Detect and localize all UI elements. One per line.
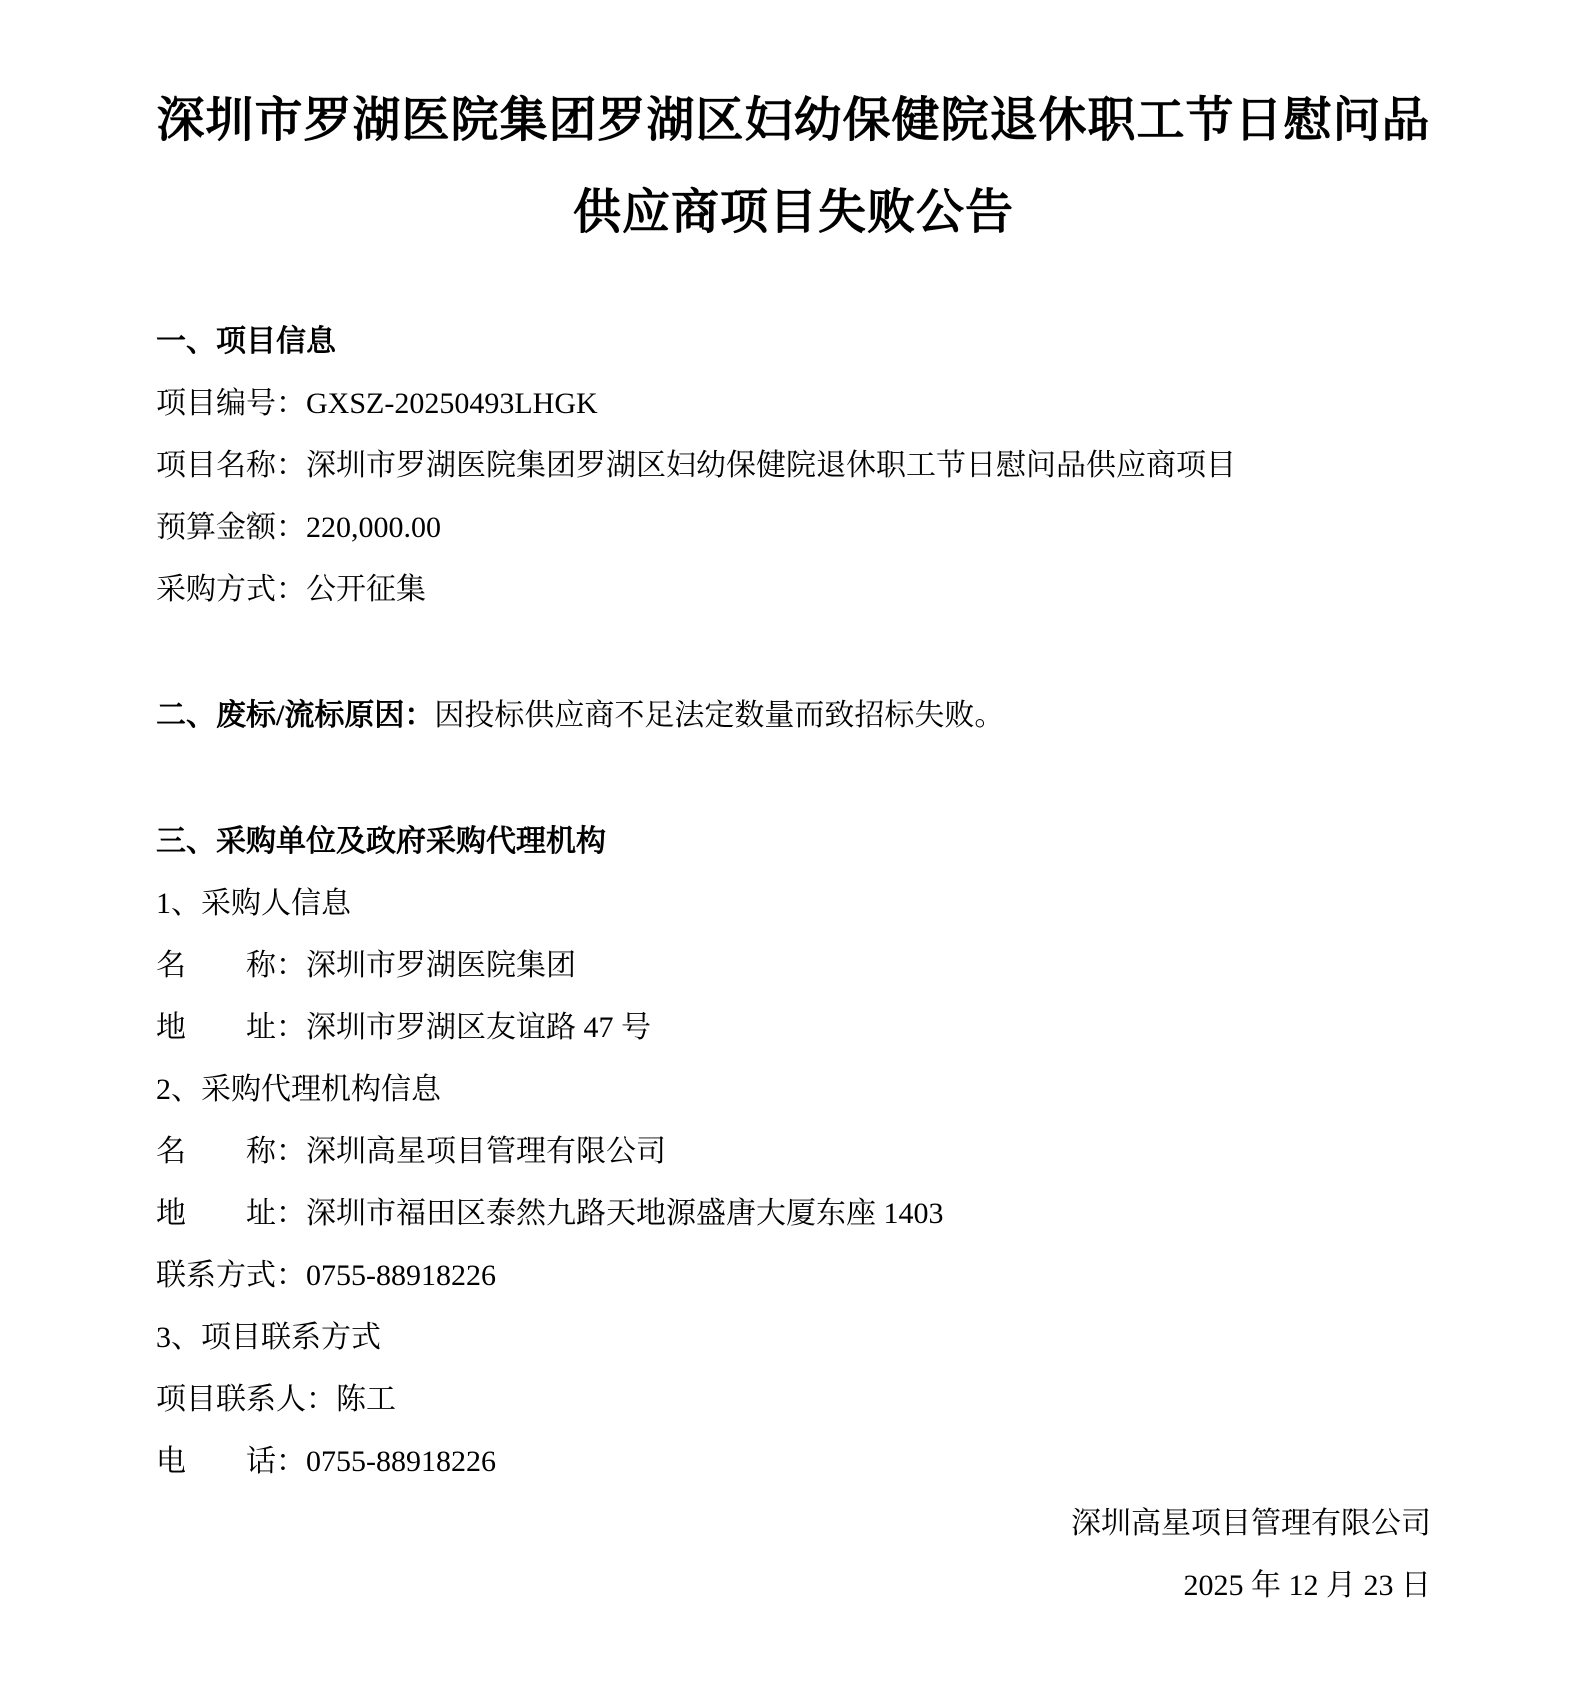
project-name-label: 项目名称： <box>156 449 306 482</box>
contact-phone-label: 电 话： <box>156 1445 306 1478</box>
procurement-method-label: 采购方式： <box>156 573 306 606</box>
contact-phone-value: 0755-88918226 <box>306 1445 496 1478</box>
budget-label: 预算金额： <box>156 511 306 544</box>
signature-date: 2025 年 12 月 23 日 <box>1183 1569 1431 1602</box>
agency-address-line <box>156 1183 1431 1245</box>
agency-subheading: 2、采购代理机构信息 <box>156 1073 441 1106</box>
purchaser-name-value: 深圳市罗湖医院集团 <box>306 949 576 982</box>
project-contact-subheading: 3、项目联系方式 <box>156 1321 381 1354</box>
contact-person-label: 项目联系人： <box>156 1383 336 1416</box>
project-name-line <box>156 435 1431 497</box>
section-failure-reason-line <box>156 685 1431 747</box>
agency-name-label: 名 称： <box>156 1135 306 1168</box>
agency-contact-label: 联系方式： <box>156 1259 306 1292</box>
agency-name-line <box>156 1121 1431 1183</box>
contact-person-value: 陈工 <box>336 1383 396 1416</box>
purchaser-name-label: 名 称： <box>156 949 306 982</box>
signature-company: 深圳高星项目管理有限公司 <box>1071 1507 1431 1540</box>
agency-name-value: 深圳高星项目管理有限公司 <box>306 1135 666 1168</box>
purchaser-subheading: 1、采购人信息 <box>156 887 351 920</box>
agency-contact-value: 0755-88918226 <box>306 1259 496 1292</box>
project-number-line <box>156 373 1431 435</box>
purchaser-address-line <box>156 997 1431 1059</box>
document-title <box>156 75 1431 259</box>
project-number-value: GXSZ-20250493LHGK <box>306 387 598 420</box>
contact-phone-line <box>156 1431 1431 1493</box>
agency-contact-line <box>156 1245 1431 1307</box>
purchaser-name-line <box>156 935 1431 997</box>
budget-value: 220,000.00 <box>306 511 441 544</box>
procurement-method-value: 公开征集 <box>306 573 426 606</box>
budget-line <box>156 497 1431 559</box>
section-heading-parties: 三、采购单位及政府采购代理机构 <box>156 825 606 858</box>
project-number-label: 项目编号： <box>156 387 306 420</box>
purchaser-address-label: 地 址： <box>156 1011 306 1044</box>
contact-person-line <box>156 1369 1431 1431</box>
document-title-line1: 深圳市罗湖医院集团罗湖区妇幼保健院退休职工节日慰问品 <box>156 94 1431 147</box>
document-title-line2: 供应商项目失败公告 <box>572 186 1014 239</box>
agency-address-value: 深圳市福田区泰然九路天地源盛唐大厦东座 1403 <box>306 1197 944 1230</box>
section-heading-project-info: 一、项目信息 <box>156 325 336 358</box>
failure-reason-value: 因投标供应商不足法定数量而致招标失败。 <box>434 699 1005 732</box>
project-name-value: 深圳市罗湖医院集团罗湖区妇幼保健院退休职工节日慰问品供应商项目 <box>306 449 1236 482</box>
agency-address-label: 地 址： <box>156 1197 306 1230</box>
procurement-method-line <box>156 559 1431 621</box>
section-heading-failure-reason: 二、废标/流标原因： <box>156 699 435 732</box>
purchaser-address-value: 深圳市罗湖区友谊路 47 号 <box>306 1011 651 1044</box>
